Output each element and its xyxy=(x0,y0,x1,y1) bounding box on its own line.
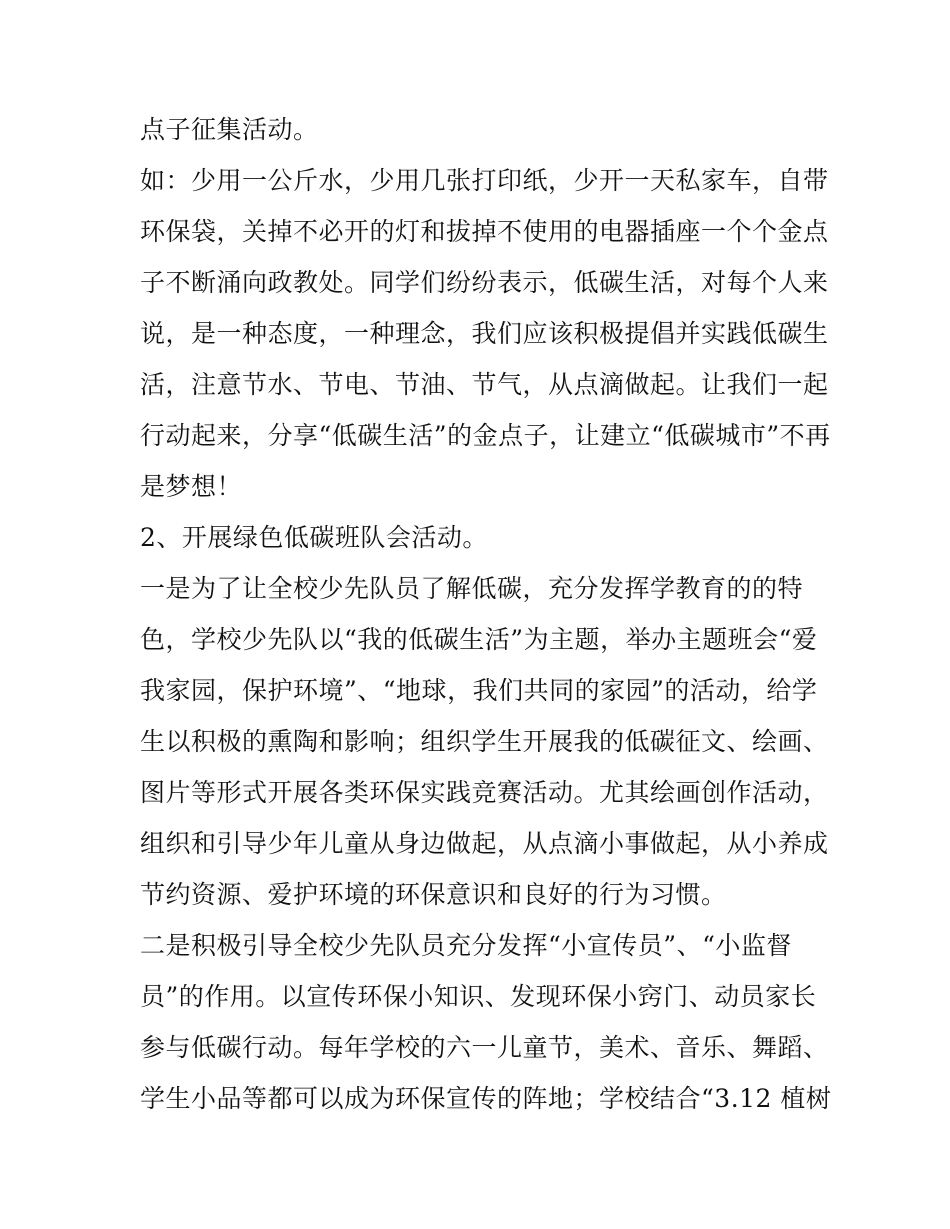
text-line: 我家园，保护环境”、“地球，我们共同的家园”的活动，给学 xyxy=(140,676,818,705)
section-heading: 2、开展绿色低碳班队会活动。 xyxy=(140,523,488,552)
text-line: 员”的作用。以宣传环保小知识、发现环保小窍门、动员家长 xyxy=(140,982,817,1011)
text-line: 环保袋，关掉不必开的灯和拔掉不使用的电器插座一个个金点 xyxy=(140,217,829,246)
text-line: 生以积极的熏陶和影响；组织学生开展我的低碳征文、绘画、 xyxy=(140,727,829,756)
text-line: 一是为了让全校少先队员了解低碳，充分发挥学教育的的特 xyxy=(140,574,804,603)
body-text xyxy=(140,104,832,1124)
text-line: 点子征集活动。 xyxy=(140,115,319,144)
text-line: 说，是一种态度，一种理念，我们应该积极提倡并实践低碳生 xyxy=(140,319,829,348)
text-line: 节约资源、爱护环境的环保意识和良好的行为习惯。 xyxy=(140,880,727,909)
text-line: 是梦想！ xyxy=(140,472,243,501)
text-line: 色，学校少先队以“我的低碳生活”为主题，举办主题班会“爱 xyxy=(140,625,818,654)
text-line: 如：少用一公斤水，少用几张打印纸，少开一天私家车，自带 xyxy=(140,166,829,195)
text-line: 参与低碳行动。每年学校的六一儿童节，美术、音乐、舞蹈、 xyxy=(140,1033,829,1062)
text-line: 图片等形式开展各类环保实践竞赛活动。尤其绘画创作活动， xyxy=(140,778,829,807)
text-line: 活，注意节水、节电、节油、节气，从点滴做起。让我们一起 xyxy=(140,370,829,399)
text-line: 子不断涌向政教处。同学们纷纷表示，低碳生活，对每个人来 xyxy=(140,268,829,297)
text-line: 二是积极引导全校少先队员充分发挥“小宣传员”、“小监督 xyxy=(140,931,792,960)
text-line: 学生小品等都可以成为环保宣传的阵地；学校结合“3.12 植树 xyxy=(140,1084,832,1113)
text-line: 行动起来，分享“低碳生活”的金点子，让建立“低碳城市”不再 xyxy=(140,421,831,450)
text-line: 组织和引导少年儿童从身边做起，从点滴小事做起，从小养成 xyxy=(140,829,829,858)
